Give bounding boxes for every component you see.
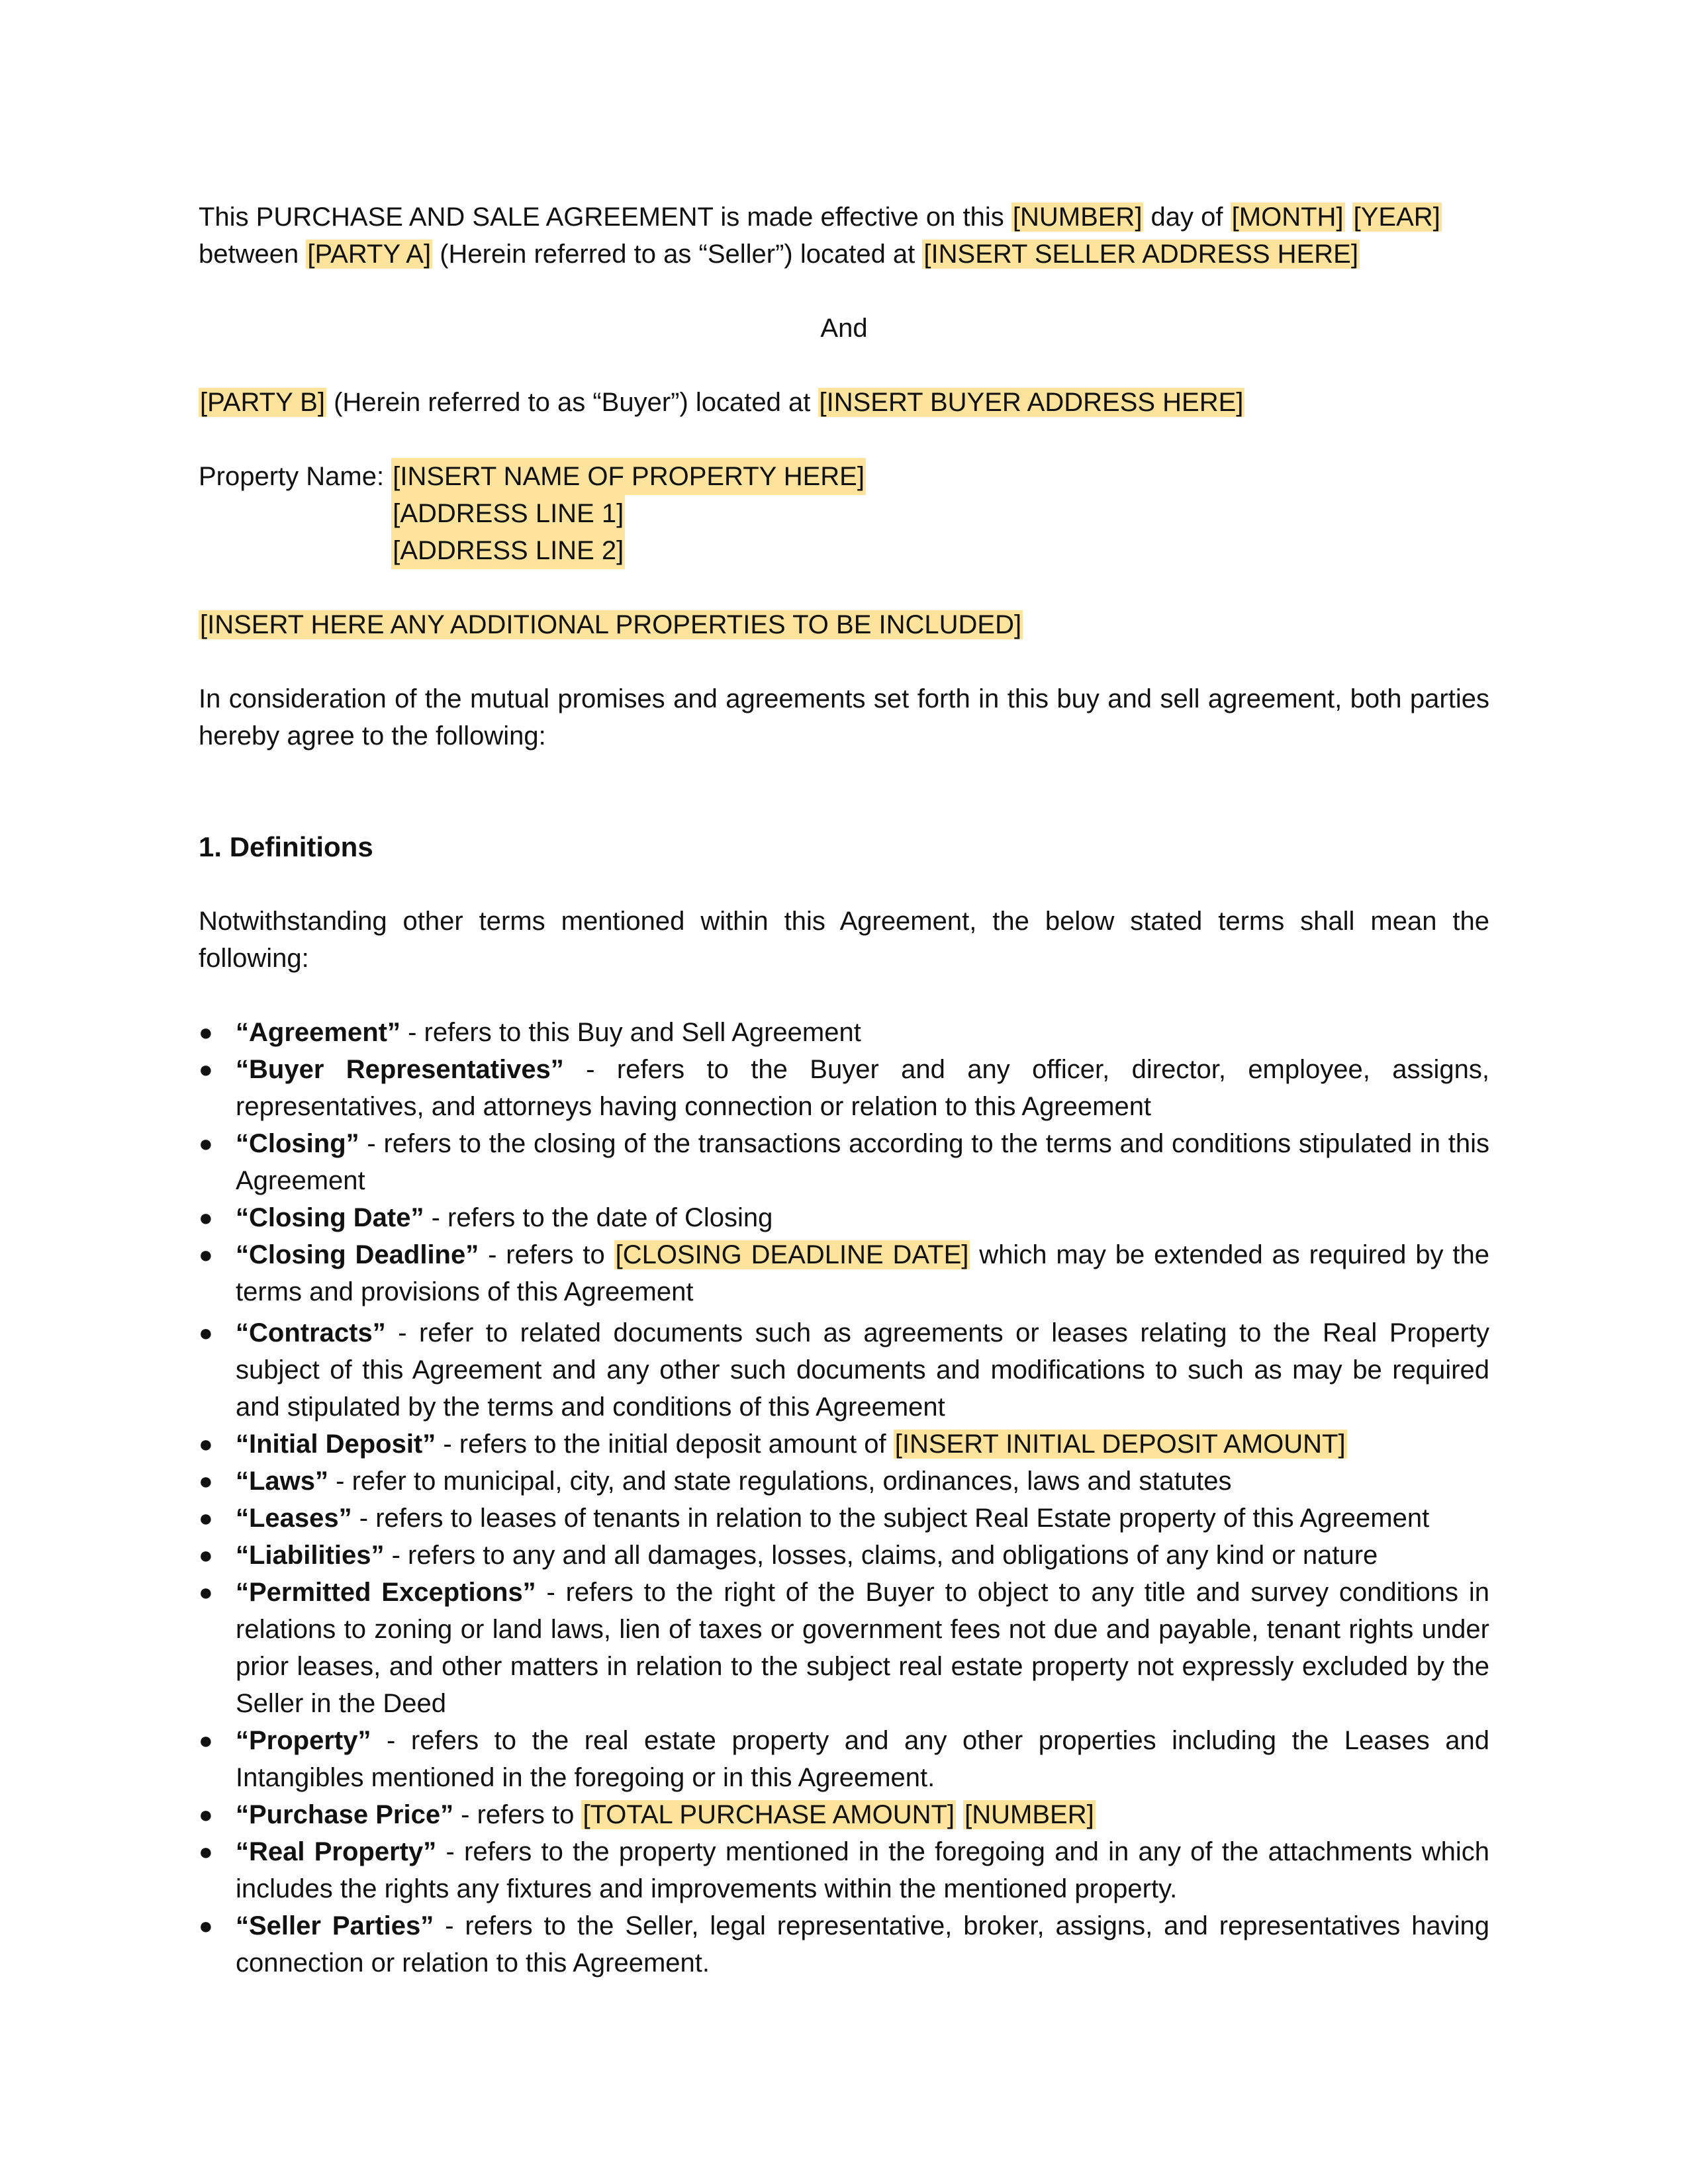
definition-term: “Agreement” (236, 1018, 400, 1047)
bullet: ● (199, 1541, 213, 1569)
intro-text: between (199, 240, 306, 269)
definition-text: - refers to the closing of the transactions according to the terms and conditions stipulated in this Agreement (236, 1129, 1489, 1195)
definition-text: - refers to (479, 1240, 614, 1269)
list-item (199, 1537, 1489, 1574)
property-block (199, 458, 1489, 569)
bullet: ● (199, 1467, 213, 1494)
list-item (199, 1463, 1489, 1500)
definition-text: - refers to leases of tenants in relation to the subject Real Estate property of this Agreement (352, 1504, 1430, 1533)
party-a-placeholder: [PARTY A] (307, 240, 432, 269)
purchase-number-placeholder: [NUMBER] (964, 1800, 1094, 1829)
definition-text: - refer to municipal, city, and state regulations, ordinances, laws and statutes (328, 1467, 1232, 1496)
property-label: Property Name: (199, 462, 392, 491)
bullet: ● (199, 1578, 213, 1606)
definition-term: “Purchase Price” (236, 1800, 454, 1829)
bullet: ● (199, 1130, 213, 1157)
additional-properties-paragraph (199, 606, 1489, 643)
definition-text: - refers to (453, 1800, 582, 1829)
year-placeholder: [YEAR] (1353, 203, 1440, 232)
list-item (199, 1199, 1489, 1236)
purchase-amount-placeholder: [TOTAL PURCHASE AMOUNT] (583, 1800, 955, 1829)
list-item (199, 1796, 1489, 1833)
list-item (199, 1907, 1489, 1981)
definition-text: - refers to any and all damages, losses, claims, and obligations of any kind or nature (384, 1541, 1378, 1570)
bullet: ● (199, 1801, 213, 1828)
bullet: ● (199, 1056, 213, 1083)
list-item (199, 1014, 1489, 1051)
list-item (199, 1236, 1489, 1310)
bullet: ● (199, 1912, 213, 1939)
section-heading: 1. Definitions (199, 831, 373, 862)
definition-term: “Buyer Representatives” (236, 1055, 564, 1084)
buyer-text: (Herein referred to as “Buyer”) located at (326, 388, 818, 417)
definitions-list (199, 1014, 1489, 1981)
list-item (199, 1574, 1489, 1722)
closing-deadline-placeholder: [CLOSING DEADLINE DATE] (615, 1240, 969, 1269)
month-placeholder: [MONTH] (1231, 203, 1344, 232)
day-number-placeholder: [NUMBER] (1012, 203, 1143, 232)
property-name-placeholder: [INSERT NAME OF PROPERTY HERE] (391, 458, 866, 495)
definition-term: “Seller Parties” (236, 1911, 434, 1940)
list-item (199, 1500, 1489, 1537)
definition-term: “Permitted Exceptions” (236, 1578, 536, 1607)
bullet: ● (199, 1019, 213, 1046)
address-line-1-placeholder: [ADDRESS LINE 1] (391, 495, 625, 532)
definition-term: “Closing Deadline” (236, 1240, 479, 1269)
definition-text: - refers to the right of the Buyer to object to any title and survey conditions in relations to zoning or land laws, lien of taxes or government fees not due and payable, tenant rights under prior leases, and other matters in relation to the subject real estate property not expressly excluded by the Seller in the Deed (236, 1578, 1489, 1718)
list-item (199, 1051, 1489, 1125)
bullet: ● (199, 1838, 213, 1865)
bullet: ● (199, 1430, 213, 1457)
buyer-address-placeholder: [INSERT BUYER ADDRESS HERE] (819, 388, 1244, 417)
bullet: ● (199, 1504, 213, 1531)
additional-properties-placeholder: [INSERT HERE ANY ADDITIONAL PROPERTIES TO BE INCLUDED] (200, 610, 1022, 639)
definitions-intro: Notwithstanding other terms mentioned within this Agreement, the below stated terms shall mean the following: (199, 907, 1489, 973)
intro-paragraph (199, 199, 1489, 273)
intro-text: day of (1143, 203, 1231, 232)
list-item (199, 1125, 1489, 1199)
list-item (199, 1426, 1489, 1463)
definition-term: “Real Property” (236, 1837, 437, 1866)
definition-term: “Initial Deposit” (236, 1430, 436, 1459)
list-item (199, 1722, 1489, 1796)
definition-text: which may be extended as required by the terms and provisions of this Agreement (236, 1240, 1489, 1306)
definition-text: - refer to related documents such as agreements or leases relating to the Real Property subject of this Agreement and any other such documents and modifications to such as may be required and stipulated by the terms and conditions of this Agreement (236, 1318, 1489, 1422)
definition-term: “Closing” (236, 1129, 359, 1158)
definition-text: - refers to the date of Closing (424, 1203, 773, 1232)
document-page (199, 199, 1489, 1981)
bullet: ● (199, 1319, 213, 1346)
bullet: ● (199, 1727, 213, 1754)
initial-deposit-placeholder: [INSERT INITIAL DEPOSIT AMOUNT] (894, 1430, 1346, 1459)
seller-address-placeholder: [INSERT SELLER ADDRESS HERE] (923, 240, 1358, 269)
definition-text: - refers to the property mentioned in the foregoing and in any of the attachments which includes the rights any fixtures and improvements within the mentioned property. (236, 1837, 1489, 1903)
intro-text: (Herein referred to as “Seller”) located at (432, 240, 923, 269)
bullet: ● (199, 1204, 213, 1231)
buyer-paragraph (199, 384, 1489, 421)
definition-term: “Leases” (236, 1504, 352, 1533)
and-separator: And (820, 314, 868, 343)
list-item (199, 1833, 1489, 1907)
definition-term: “Liabilities” (236, 1541, 385, 1570)
definition-term: “Property” (236, 1726, 371, 1755)
list-item (199, 1314, 1489, 1426)
definition-text: - refers to the real estate property and any other properties including the Leases and Intangibles mentioned in the foregoing or in this Agreement. (236, 1726, 1489, 1792)
definition-term: “Contracts” (236, 1318, 386, 1347)
definition-text: - refers to this Buy and Sell Agreement (400, 1018, 861, 1047)
bullet: ● (199, 1241, 213, 1268)
intro-text: This PURCHASE AND SALE AGREEMENT is made effective on this (199, 203, 1011, 232)
definition-text: - refers to the Buyer and any officer, director, employee, assigns, representatives, and attorneys having connection or relation to this Agreement (236, 1055, 1489, 1121)
definition-text: - refers to the initial deposit amount of (436, 1430, 894, 1459)
definition-term: “Laws” (236, 1467, 329, 1496)
address-line-2-placeholder: [ADDRESS LINE 2] (391, 532, 625, 569)
party-b-placeholder: [PARTY B] (200, 388, 325, 417)
definition-term: “Closing Date” (236, 1203, 424, 1232)
consideration-paragraph: In consideration of the mutual promises and agreements set forth in this buy and sell agreement, both parties hereby agree to the following: (199, 684, 1489, 751)
definition-text: - refers to the Seller, legal representative, broker, assigns, and representatives having connection or relation to this Agreement. (236, 1911, 1490, 1978)
